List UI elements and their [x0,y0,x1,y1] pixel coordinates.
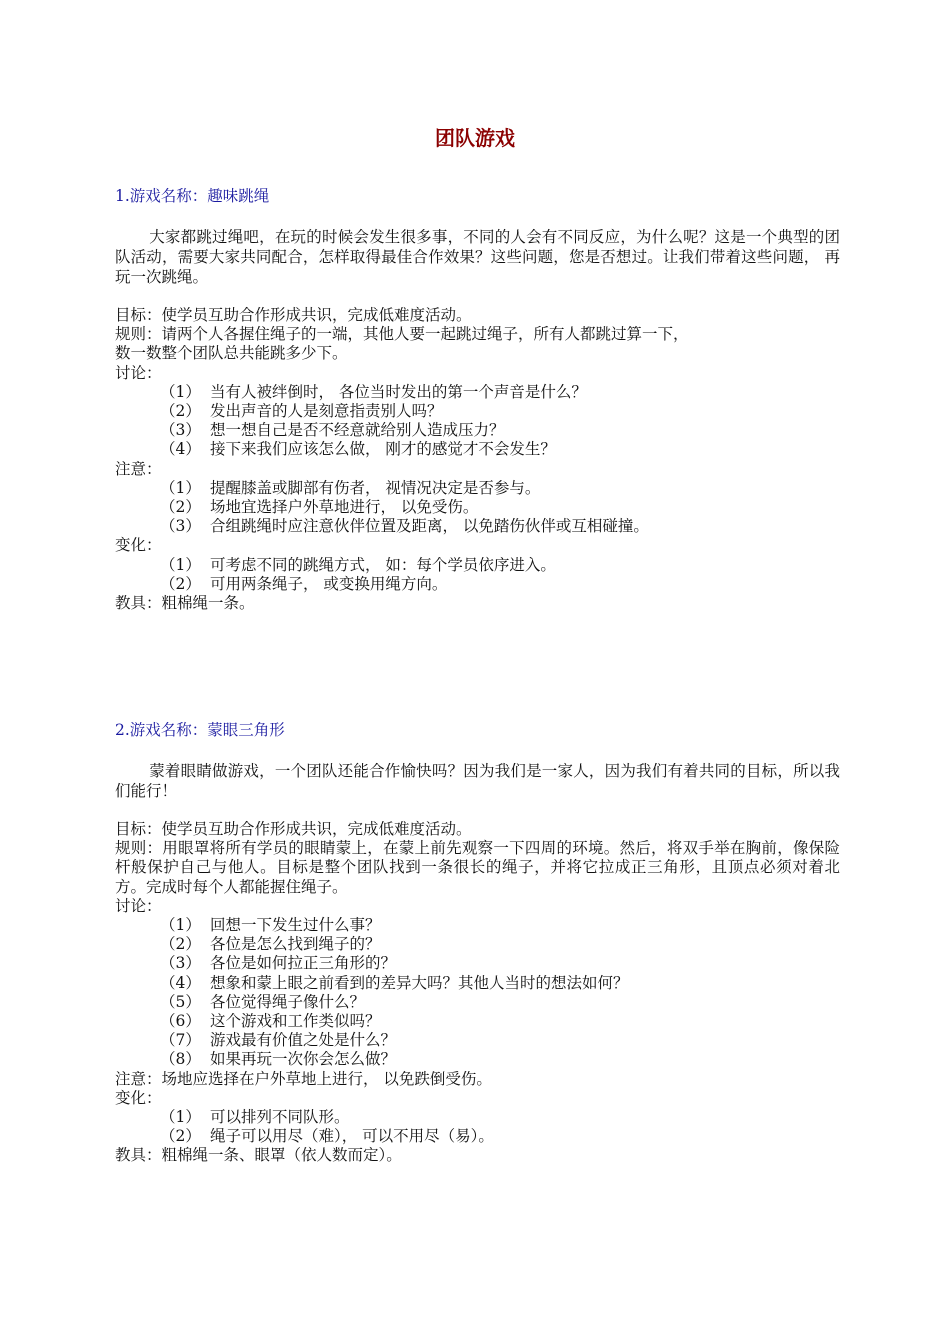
list-item: （1） 可以排列不同队形。 [160,1108,350,1127]
list-item: （2） 发出声音的人是刻意指责别人吗？ [160,402,443,421]
list-item: （4） 想象和蒙上眼之前看到的差异大吗？其他人当时的想法如何？ [160,973,629,992]
list-item: （7） 游戏最有价值之处是什么？ [160,1031,397,1050]
game-1-notes-label: 注意： [115,459,162,478]
list-item: （2） 各位是怎么找到绳子的？ [160,935,381,954]
game-section-2 [115,719,840,1166]
list-item: （2） 绳子可以用尽（难）， 可以不用尽（易）。 [160,1127,494,1146]
list-item: （4） 接下来我们应该怎么做， 刚才的感觉才不会发生？ [160,440,556,459]
page-title: 团队游戏 [435,126,515,150]
game-2-variations-label: 变化： [115,1088,162,1107]
game-1-details [115,306,840,613]
game-section-1 [115,185,840,613]
game-1-heading: 1.游戏名称：趣味跳绳 [115,187,270,205]
list-item: （5） 各位觉得绳子像什么？ [160,992,366,1011]
game-2-details [115,820,840,1166]
game-2-heading: 2.游戏名称：蒙眼三角形 [115,721,285,739]
list-item: （8） 如果再玩一次你会怎么做？ [160,1050,397,1069]
list-item: （2） 可用两条绳子， 或变换用绳方向。 [160,574,448,593]
list-item: （3） 想一想自己是否不经意就给别人造成压力？ [160,421,505,440]
list-item: （3） 各位是如何拉正三角形的？ [160,954,397,973]
list-item: （1） 回想一下发生过什么事？ [160,916,381,935]
game-1-rule-line-1: 规则：请两个人各握住绳子的一端，其他人要一起跳过绳子，所有人都跳过算一下， [115,325,689,344]
list-item: （3） 合组跳绳时应注意伙伴位置及距离， 以免踏伤伙伴或互相碰撞。 [160,517,649,536]
game-2-tools: 教具：粗棉绳一条、眼罩（依人数而定）。 [115,1146,402,1165]
game-1-tools: 教具：粗棉绳一条。 [115,594,255,613]
list-item: （1） 可考虑不同的跳绳方式， 如：每个学员依序进入。 [160,555,556,574]
game-1-goal: 目标：使学员互助合作形成共识，完成低难度活动。 [115,306,472,324]
game-1-intro: 大家都跳过绳吧，在玩的时候会发生很多事，不同的人会有不同反应，为什么呢？这是一个典型的团队活动，需要大家共同配合，怎样取得最佳合作效果？这些问题，您是否想过。让我们带着这些问题， 再玩一次跳绳。 [115,228,840,286]
game-2-discussion-label: 讨论： [115,896,162,915]
list-item: （1） 当有人被绊倒时， 各位当时发出的第一个声音是什么？ [160,382,587,401]
game-2-goal: 目标：使学员互助合作形成共识，完成低难度活动。 [115,820,472,838]
game-2-notes: 注意：场地应选择在户外草地上进行， 以免跌倒受伤。 [115,1069,492,1088]
game-1-rule-line-2: 数一数整个团队总共能跳多少下。 [115,344,348,363]
list-item: （1） 提醒膝盖或脚部有伤者， 视情况决定是否参与。 [160,478,541,497]
list-item: （2） 场地宜选择户外草地进行， 以免受伤。 [160,498,479,517]
list-item: （6） 这个游戏和工作类似吗？ [160,1012,381,1031]
game-2-rule: 规则：用眼罩将所有学员的眼睛蒙上，在蒙上前先观察一下四周的环境。然后，将双手举在胸前，像保险杆般保护自己与他人。目标是整个团队找到一条很长的绳子，并将它拉成正三角形，且顶点必须对着北方。完成时每个人都能握住绳子。 [115,839,840,896]
game-1-discussion-label: 讨论： [115,363,162,382]
game-2-intro: 蒙着眼睛做游戏，一个团队还能合作愉快吗？因为我们是一家人，因为我们有着共同的目标，所以我们能行！ [115,762,840,800]
game-1-variations-label: 变化： [115,536,162,555]
